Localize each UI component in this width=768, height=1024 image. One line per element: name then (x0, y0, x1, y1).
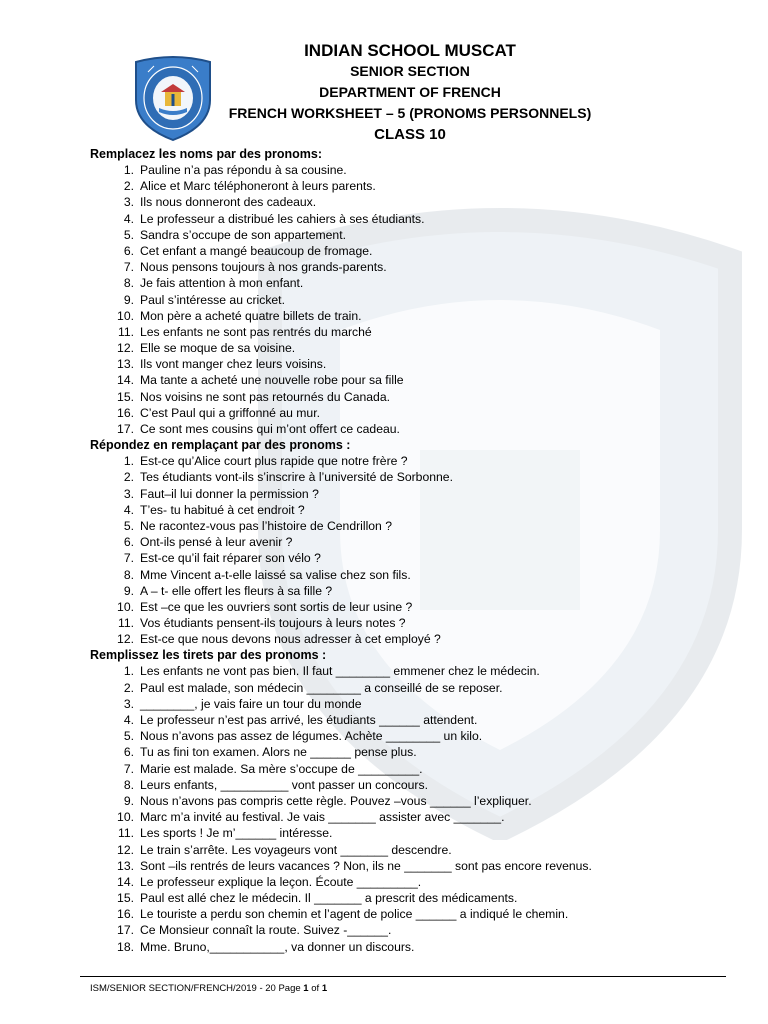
exercise-item (90, 696, 730, 712)
item-text: Ils vont manger chez leurs voisins. (140, 357, 327, 372)
item-text: Ce sont mes cousins qui m’ont offert ce cadeau. (140, 422, 400, 436)
exercise-item (90, 842, 730, 858)
footer-divider (80, 976, 726, 977)
item-number: 7 . (108, 550, 134, 566)
section-heading: Remplissez les tirets par des pronoms : (90, 648, 327, 663)
section-heading: Remplacez les noms par des pronoms: (90, 147, 323, 161)
item-text: Ma tante a acheté une nouvelle robe pour sa fille (140, 373, 404, 388)
item-number: 1 . (108, 663, 134, 679)
exercise-item (90, 550, 730, 566)
exercise-item (90, 599, 730, 615)
item-number: 9 . (108, 793, 134, 809)
item-number: 9 . (108, 292, 134, 308)
item-text: Tes étudiants vont-ils s’inscrire à l’université de Sorbonne. (140, 470, 453, 485)
item-text: Nous n’avons pas compris cette règle. Pouvez –vous ______ l’expliquer. (140, 793, 532, 808)
item-text: Mme. Bruno,___________, va donner un discours. (140, 939, 415, 954)
item-number: 12 . (108, 340, 134, 356)
item-number: 13 . (108, 858, 134, 874)
footer-page-current: 1 (303, 983, 309, 994)
item-number: 13 . (108, 356, 134, 372)
item-text: Est-ce qu’il fait réparer son vélo ? (140, 551, 321, 566)
exercise-item (90, 421, 730, 437)
item-text: Elle se moque de sa voisine. (140, 341, 296, 356)
exercise-item (90, 874, 730, 890)
page-footer (90, 983, 327, 994)
item-number: 2 . (108, 178, 134, 194)
item-text: Les enfants ne sont pas rentrés du marché (140, 324, 372, 339)
exercise-item (90, 534, 730, 550)
exercise-item (90, 922, 730, 938)
exercise-item (90, 453, 730, 469)
item-text: Leurs enfants, __________ vont passer un concours. (140, 777, 428, 792)
item-number: 12 . (108, 631, 134, 647)
exercise-item (90, 825, 730, 841)
exercise-item (90, 308, 730, 324)
exercise-item (90, 712, 730, 728)
exercise-item (90, 372, 730, 388)
exercise-item (90, 793, 730, 809)
exercise-list (90, 663, 730, 954)
exercise-item (90, 356, 730, 372)
item-number: 1 . (108, 453, 134, 469)
item-text: Paul s’intéresse au cricket. (140, 292, 285, 307)
item-text: ________, je vais faire un tour du monde (140, 696, 362, 711)
exercise-item (90, 227, 730, 243)
item-number: 7 . (108, 761, 134, 777)
item-number: 10 . (108, 809, 134, 825)
exercise-item (90, 243, 730, 259)
item-number: 2 . (108, 680, 134, 696)
exercise-item (90, 469, 730, 485)
exercise-item (90, 890, 730, 906)
item-number: 14 . (108, 372, 134, 388)
class-label: CLASS 10 (374, 126, 446, 143)
item-text: Le train s’arrête. Les voyageurs vont _______ descendre. (140, 842, 452, 857)
exercise-item (90, 275, 730, 291)
exercise-item (90, 777, 730, 793)
item-number: 8 . (108, 275, 134, 291)
item-text: Le professeur a distribué les cahiers à ses étudiants. (140, 211, 425, 226)
item-text: Mon père a acheté quatre billets de train. (140, 308, 362, 323)
exercise-item (90, 259, 730, 275)
worksheet-body (90, 146, 730, 955)
item-text: Ont-ils pensé à leur avenir ? (140, 535, 293, 550)
item-text: Est-ce qu’Alice court plus rapide que notre frère ? (140, 454, 408, 469)
item-text: Tu as fini ton examen. Alors ne ______ pense plus. (140, 745, 417, 760)
item-number: 5 . (108, 227, 134, 243)
worksheet-title: FRENCH WORKSHEET – 5 (PRONOMS PERSONNELS) (228, 105, 592, 121)
exercise-item (90, 663, 730, 679)
exercise-item (90, 906, 730, 922)
exercise-item (90, 631, 730, 647)
exercise-item (90, 761, 730, 777)
section-heading: Répondez en remplaçant par des pronoms : (90, 438, 351, 453)
exercise-list (90, 453, 730, 647)
footer-page-total: 1 (321, 983, 328, 994)
item-number: 4 . (108, 712, 134, 728)
item-number: 4 . (108, 502, 134, 518)
item-text: Paul est allé chez le médecin. Il _______ a prescrit des médicaments. (140, 891, 518, 906)
item-text: Nous pensons toujours à nos grands-parents. (140, 260, 387, 275)
exercise-item (90, 809, 730, 825)
exercise-item (90, 405, 730, 421)
exercise-item (90, 583, 730, 599)
department-name: DEPARTMENT OF FRENCH (319, 84, 501, 100)
exercise-item (90, 162, 730, 178)
item-number: 14 . (108, 874, 134, 890)
item-number: 17 . (108, 922, 134, 938)
item-text: Le touriste a perdu son chemin et l’agent de police ______ a indiqué le chemin. (140, 907, 569, 922)
item-number: 2 . (108, 469, 134, 485)
item-number: 3 . (108, 486, 134, 502)
item-number: 12 . (108, 842, 134, 858)
exercise-item (90, 939, 730, 955)
item-text: Ne racontez-vous pas l’histoire de Cendrillon ? (140, 518, 393, 533)
item-text: Marie est malade. Sa mère s’occupe de _________. (140, 761, 423, 776)
section-name: SENIOR SECTION (350, 63, 470, 79)
item-number: 5 . (108, 728, 134, 744)
item-number: 6 . (108, 534, 134, 550)
exercise-item (90, 194, 730, 210)
item-text: Ils nous donneront des cadeaux. (140, 195, 317, 210)
exercise-item (90, 615, 730, 631)
item-number: 9 . (108, 583, 134, 599)
item-text: Ce Monsieur connaît la route. Suivez -______. (140, 923, 392, 938)
item-number: 10 . (108, 308, 134, 324)
item-number: 8 . (108, 567, 134, 583)
item-number: 7 . (108, 259, 134, 275)
item-text: Le professeur n’est pas arrivé, les étudiants ______ attendent. (140, 713, 478, 727)
exercise-item (90, 680, 730, 696)
item-number: 6 . (108, 243, 134, 259)
exercise-item (90, 502, 730, 518)
document-header (200, 40, 620, 145)
item-text: Faut–il lui donner la permission ? (140, 486, 319, 501)
item-text: Le professeur explique la leçon. Écoute _________. (140, 874, 422, 889)
item-text: Mme Vincent a-t-elle laissé sa valise chez son fils. (140, 567, 411, 582)
item-number: 8 . (108, 777, 134, 793)
item-number: 16 . (108, 906, 134, 922)
item-text: Cet enfant a mangé beaucoup de fromage. (140, 243, 373, 258)
exercise-item (90, 858, 730, 874)
item-text: Sandra s’occupe de son appartement. (140, 227, 346, 242)
exercise-list (90, 162, 730, 437)
item-text: Les sports ! Je m’______ intéresse. (140, 826, 333, 841)
item-text: Vos étudiants pensent-ils toujours à leurs notes ? (140, 616, 406, 631)
item-number: 6 . (108, 744, 134, 760)
footer-page-word: Page (278, 983, 301, 994)
item-number: 3 . (108, 696, 134, 712)
exercise-item (90, 211, 730, 227)
exercise-item (90, 389, 730, 405)
item-number: 11 . (108, 825, 134, 841)
school-name: INDIAN SCHOOL MUSCAT (304, 41, 516, 60)
item-text: Pauline n’a pas répondu à sa cousine. (140, 163, 347, 177)
exercise-item (90, 728, 730, 744)
item-number: 10 . (108, 599, 134, 615)
item-text: Paul est malade, son médecin ________ a conseillé de se reposer. (140, 680, 503, 695)
item-number: 4 . (108, 211, 134, 227)
item-number: 3 . (108, 194, 134, 210)
item-text: Est –ce que les ouvriers sont sortis de leur usine ? (140, 599, 413, 614)
item-text: Est-ce que nous devons nous adresser à cet employé ? (140, 632, 441, 647)
item-text: Je fais attention à mon enfant. (140, 276, 304, 291)
item-number: 17 . (108, 421, 134, 437)
exercise-item (90, 178, 730, 194)
exercise-item (90, 324, 730, 340)
item-text: Nous n’avons pas assez de légumes. Achète ________ un kilo. (140, 729, 483, 744)
item-number: 18 . (108, 939, 134, 955)
item-text: A – t- elle offert les fleurs à sa fille ? (140, 583, 333, 598)
exercise-item (90, 518, 730, 534)
exercise-item (90, 744, 730, 760)
item-number: 15 . (108, 389, 134, 405)
item-text: Marc m’a invité au festival. Je vais _______ assister avec _______. (140, 810, 505, 825)
item-text: C’est Paul qui a griffonné au mur. (140, 405, 320, 420)
item-text: Sont –ils rentrés de leurs vacances ? Non, ils ne _______ sont pas encore revenus. (140, 858, 592, 873)
item-number: 11 . (108, 615, 134, 631)
item-number: 5 . (108, 518, 134, 534)
exercise-item (90, 292, 730, 308)
item-number: 1 . (108, 162, 134, 178)
item-text: T’es- tu habitué à cet endroit ? (140, 502, 305, 517)
exercise-item (90, 486, 730, 502)
item-number: 15 . (108, 890, 134, 906)
footer-of-word: of (311, 983, 320, 994)
item-text: Alice et Marc téléphoneront à leurs parents. (140, 179, 376, 194)
item-number: 16 . (108, 405, 134, 421)
item-text: Les enfants ne vont pas bien. Il faut ________ emmener chez le médecin. (140, 664, 540, 679)
item-number: 11 . (108, 324, 134, 340)
footer-code: ISM/SENIOR SECTION/FRENCH/2019 - 20 (90, 983, 276, 994)
exercise-item (90, 340, 730, 356)
item-text: Nos voisins ne sont pas retournés du Canada. (140, 389, 390, 404)
exercise-item (90, 567, 730, 583)
